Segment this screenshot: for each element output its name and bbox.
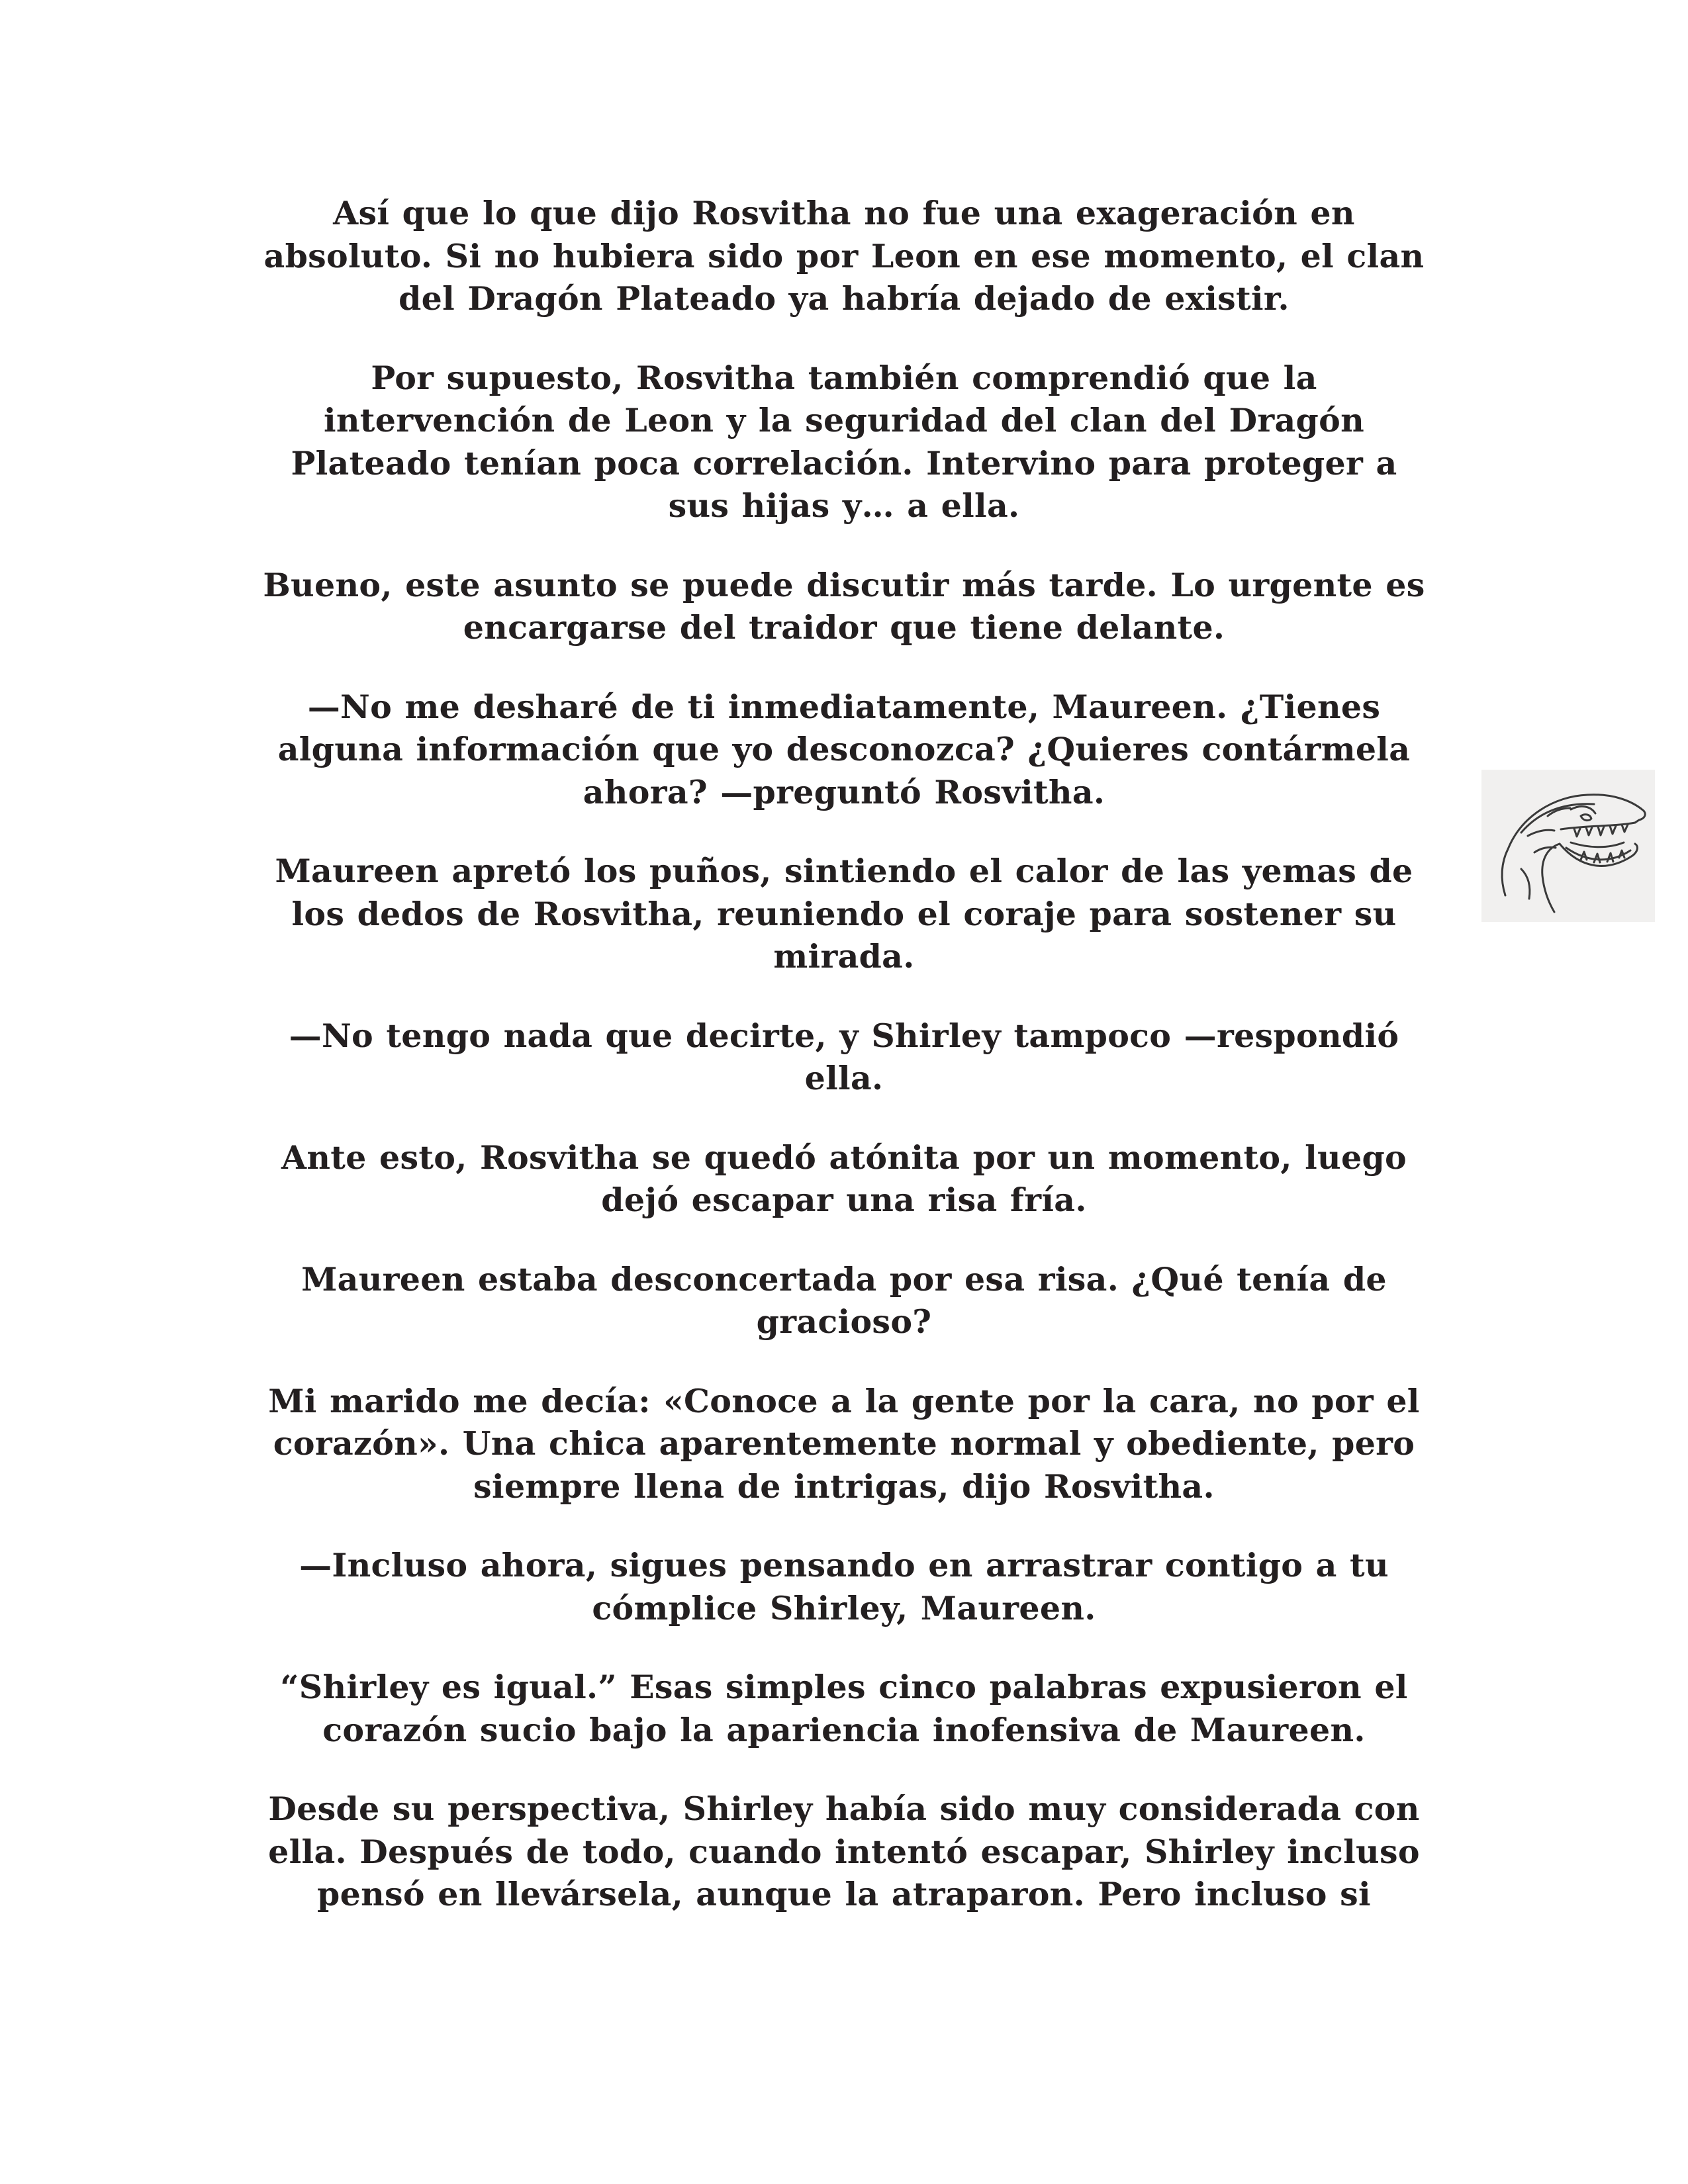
text-line: gracioso? [756,1302,932,1341]
text-line: pensó en llevársela, aunque la atraparon. Pero incluso si [317,1875,1371,1913]
text-line: cómplice Shirley, Maureen. [592,1588,1096,1627]
text-line: corazón». Una chica aparentemente normal y obediente, pero [273,1424,1415,1463]
text-line: Así que lo que dijo Rosvitha no fue una exageración en [333,194,1355,232]
text-line: Maureen estaba desconcertada por esa risa. ¿Qué tenía de [301,1259,1387,1298]
paragraph [235,1666,1453,1751]
text-line: Maureen apretó los puños, sintiendo el calor de las yemas de [275,852,1413,890]
paragraph [235,1015,1453,1100]
text-line: sus hijas y… a ella. [668,486,1020,525]
text-line: siempre llena de intrigas, dijo Rosvitha. [473,1467,1215,1506]
text-line: ella. Después de todo, cuando intentó escapar, Shirley incluso [268,1832,1420,1871]
text-line: del Dragón Plateado ya habría dejado de existir. [399,279,1289,318]
text-line: mirada. [773,937,915,976]
paragraph [235,357,1453,527]
paragraph [235,1788,1453,1916]
text-line: Mi marido me decía: «Conoce a la gente por la cara, no por el [268,1381,1420,1420]
text-line: alguna información que yo desconozca? ¿Quieres contármela [277,730,1411,768]
text-line: corazón sucio bajo la apariencia inofensiva de Maureen. [322,1710,1366,1749]
body-text [235,192,1453,1952]
text-line: los dedos de Rosvitha, reuniendo el coraje para sostener su [291,894,1397,933]
text-line: encargarse del traidor que tiene delante. [463,608,1225,647]
text-line: dejó escapar una risa fría. [601,1181,1087,1219]
text-line: Por supuesto, Rosvitha también comprendió que la [371,358,1317,397]
text-line: intervención de Leon y la seguridad del clan del Dragón [323,401,1365,439]
paragraph [235,850,1453,978]
text-line: Desde su perspectiva, Shirley había sido muy considerada con [268,1790,1420,1828]
paragraph [235,1380,1453,1508]
paragraph [235,1544,1453,1629]
text-line: Ante esto, Rosvitha se quedó atónita por un momento, luego [281,1138,1407,1177]
text-line: —No me desharé de ti inmediatamente, Maureen. ¿Tienes [307,687,1381,726]
paragraph [235,1136,1453,1222]
text-line: absoluto. Si no hubiera sido por Leon en ese momento, el clan [263,236,1425,275]
text-line: Bueno, este asunto se puede discutir más tarde. Lo urgente es [263,565,1425,604]
text-line: —No tengo nada que decirte, y Shirley tampoco —respondió [289,1016,1399,1055]
paragraph [235,192,1453,320]
paragraph [235,564,1453,649]
text-line: ahora? —preguntó Rosvitha. [583,772,1105,811]
paragraph [235,1258,1453,1343]
dinosaur-head-icon [1481,770,1655,922]
text-line: —Incluso ahora, sigues pensando en arrastrar contigo a tu [299,1546,1389,1584]
text-line: “Shirley es igual.” Esas simples cinco palabras expusieron el [280,1668,1408,1706]
text-line: ella. [804,1059,884,1097]
text-line: Plateado tenían poca correlación. Intervino para proteger a [291,443,1397,482]
paragraph [235,686,1453,814]
